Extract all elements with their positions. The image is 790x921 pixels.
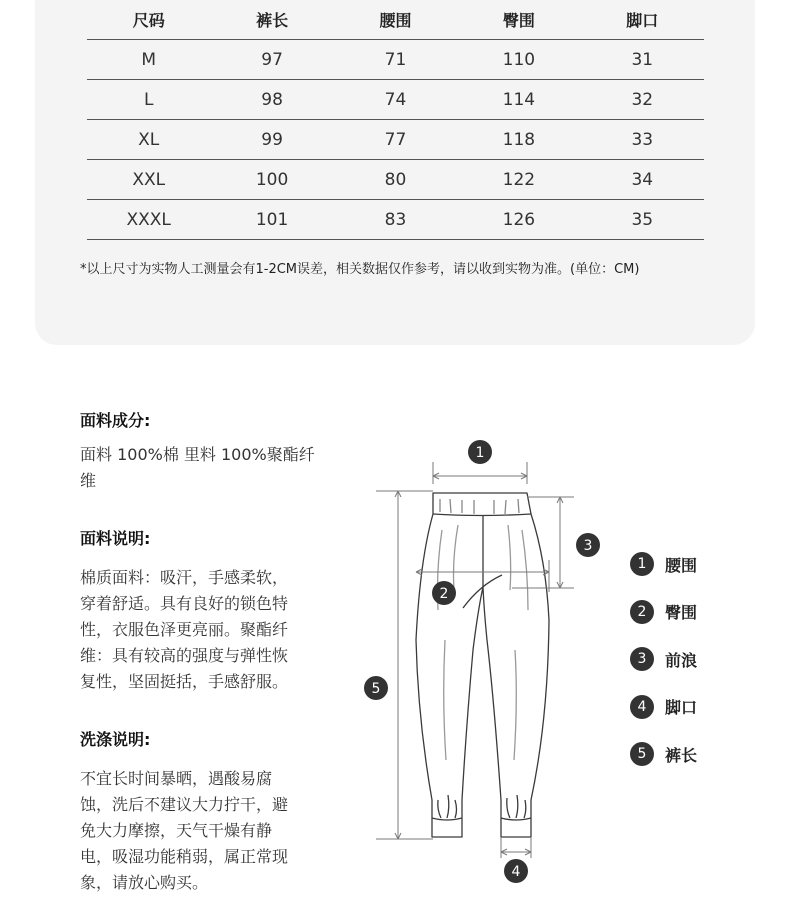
fabric-description-text (80, 565, 330, 695)
text-line: 电，吸湿功能稍弱，属正常现 (80, 847, 289, 866)
table-row (87, 160, 704, 200)
table-cell: 110 (457, 40, 580, 80)
marker-number: 1 (475, 445, 485, 461)
column-header: 脚口 (581, 0, 704, 40)
waist-gather (440, 499, 519, 514)
table-cell: 100 (210, 160, 333, 200)
measurement-note: *以上尺寸为实物人工测量会有1-2CM误差，相关数据仅作参考，请以收到实物为准。(单位：CM) (80, 262, 640, 277)
text-line: 性，衣服色泽更亮丽。聚酯纤 (80, 620, 289, 639)
table-cell: 101 (210, 200, 333, 240)
fabric-composition-title: 面料成分: (80, 411, 151, 430)
column-header: 臀围 (457, 0, 580, 40)
legend-number: 3 (630, 647, 654, 671)
text-line: 不宜长时间暴晒，遇酸易腐 (80, 769, 273, 788)
table-row (87, 80, 704, 120)
text-line: 蚀，洗后不建议大力拧干，避 (80, 795, 289, 814)
left-fold-lines (438, 525, 459, 760)
marker-number: 2 (439, 586, 449, 602)
measurement-legend (630, 552, 697, 790)
text-line: 象，请放心购买。 (80, 873, 209, 892)
legend-item-waist (630, 552, 697, 576)
table-cell: 74 (334, 80, 457, 120)
table-cell: 34 (581, 160, 704, 200)
legend-label: 脚口 (665, 698, 698, 717)
washing-instructions-text (80, 766, 330, 896)
legend-label: 前浪 (665, 650, 698, 670)
legend-number: 5 (630, 742, 654, 766)
marker-number: 5 (371, 681, 381, 697)
legend-item-hem (630, 695, 697, 719)
table-cell: 98 (210, 80, 333, 120)
table-cell: 114 (457, 80, 580, 120)
legend-item-length (630, 742, 697, 766)
legend-label: 裤长 (665, 745, 698, 765)
text-line: 面料 100%棉 里料 100%聚酯纤 (80, 445, 315, 464)
column-header: 裤长 (210, 0, 333, 40)
text-line: 穿着舒适。具有良好的锁色特 (80, 594, 289, 613)
table-row (87, 120, 704, 160)
table-cell: 35 (581, 200, 704, 240)
table-row (87, 200, 704, 240)
table-cell: 118 (457, 120, 580, 160)
table-cell: 32 (581, 80, 704, 120)
legend-number: 2 (630, 600, 654, 624)
marker-number: 3 (583, 538, 593, 554)
text-line: 维：具有较高的强度与弹性恢 (80, 646, 289, 665)
waist-dimension-line (433, 462, 527, 484)
marker-number: 4 (511, 864, 521, 880)
length-dimension-line (376, 491, 433, 839)
waistband-line (433, 514, 531, 516)
right-cuff (501, 795, 531, 820)
dimension-lines (376, 462, 574, 858)
text-line: 免大力摩擦，天气干燥有静 (80, 821, 273, 840)
hem-dimension-line (501, 837, 531, 858)
rise-dimension-line (512, 497, 574, 588)
table-cell: M (87, 40, 210, 80)
right-fold-lines (508, 525, 528, 760)
column-header: 腰围 (334, 0, 457, 40)
table-cell: 31 (581, 40, 704, 80)
text-line: 复性，坚固挺括，手感舒服。 (80, 672, 289, 691)
table-header-row (87, 0, 704, 40)
pants-measurement-diagram (360, 430, 620, 890)
left-cuff (432, 795, 462, 820)
table-cell: 77 (334, 120, 457, 160)
table-cell: L (87, 80, 210, 120)
table-cell: XL (87, 120, 210, 160)
fabric-composition-text (80, 442, 330, 494)
column-header: 尺码 (87, 0, 210, 40)
washing-instructions-title: 洗涤说明: (80, 730, 151, 749)
text-line: 棉质面料：吸汗，手感柔软， (80, 568, 289, 587)
table-cell: 83 (334, 200, 457, 240)
diagram-markers (364, 440, 600, 883)
legend-label: 臀围 (665, 603, 698, 622)
legend-label: 腰围 (665, 555, 698, 575)
legend-number: 4 (630, 695, 654, 719)
table-row (87, 40, 704, 80)
table-cell: 80 (334, 160, 457, 200)
legend-item-hip (630, 600, 697, 624)
table-cell: XXL (87, 160, 210, 200)
pants-illustration (416, 493, 549, 837)
table-cell: 122 (457, 160, 580, 200)
table-cell: XXXL (87, 200, 210, 240)
size-table (87, 0, 704, 240)
legend-number: 1 (630, 552, 654, 576)
table-cell: 97 (210, 40, 333, 80)
text-line: 维 (80, 471, 97, 490)
fabric-description-title: 面料说明: (80, 529, 151, 548)
table-cell: 71 (334, 40, 457, 80)
table-cell: 126 (457, 200, 580, 240)
table-cell: 33 (581, 120, 704, 160)
table-cell: 99 (210, 120, 333, 160)
legend-item-front-rise (630, 647, 697, 671)
